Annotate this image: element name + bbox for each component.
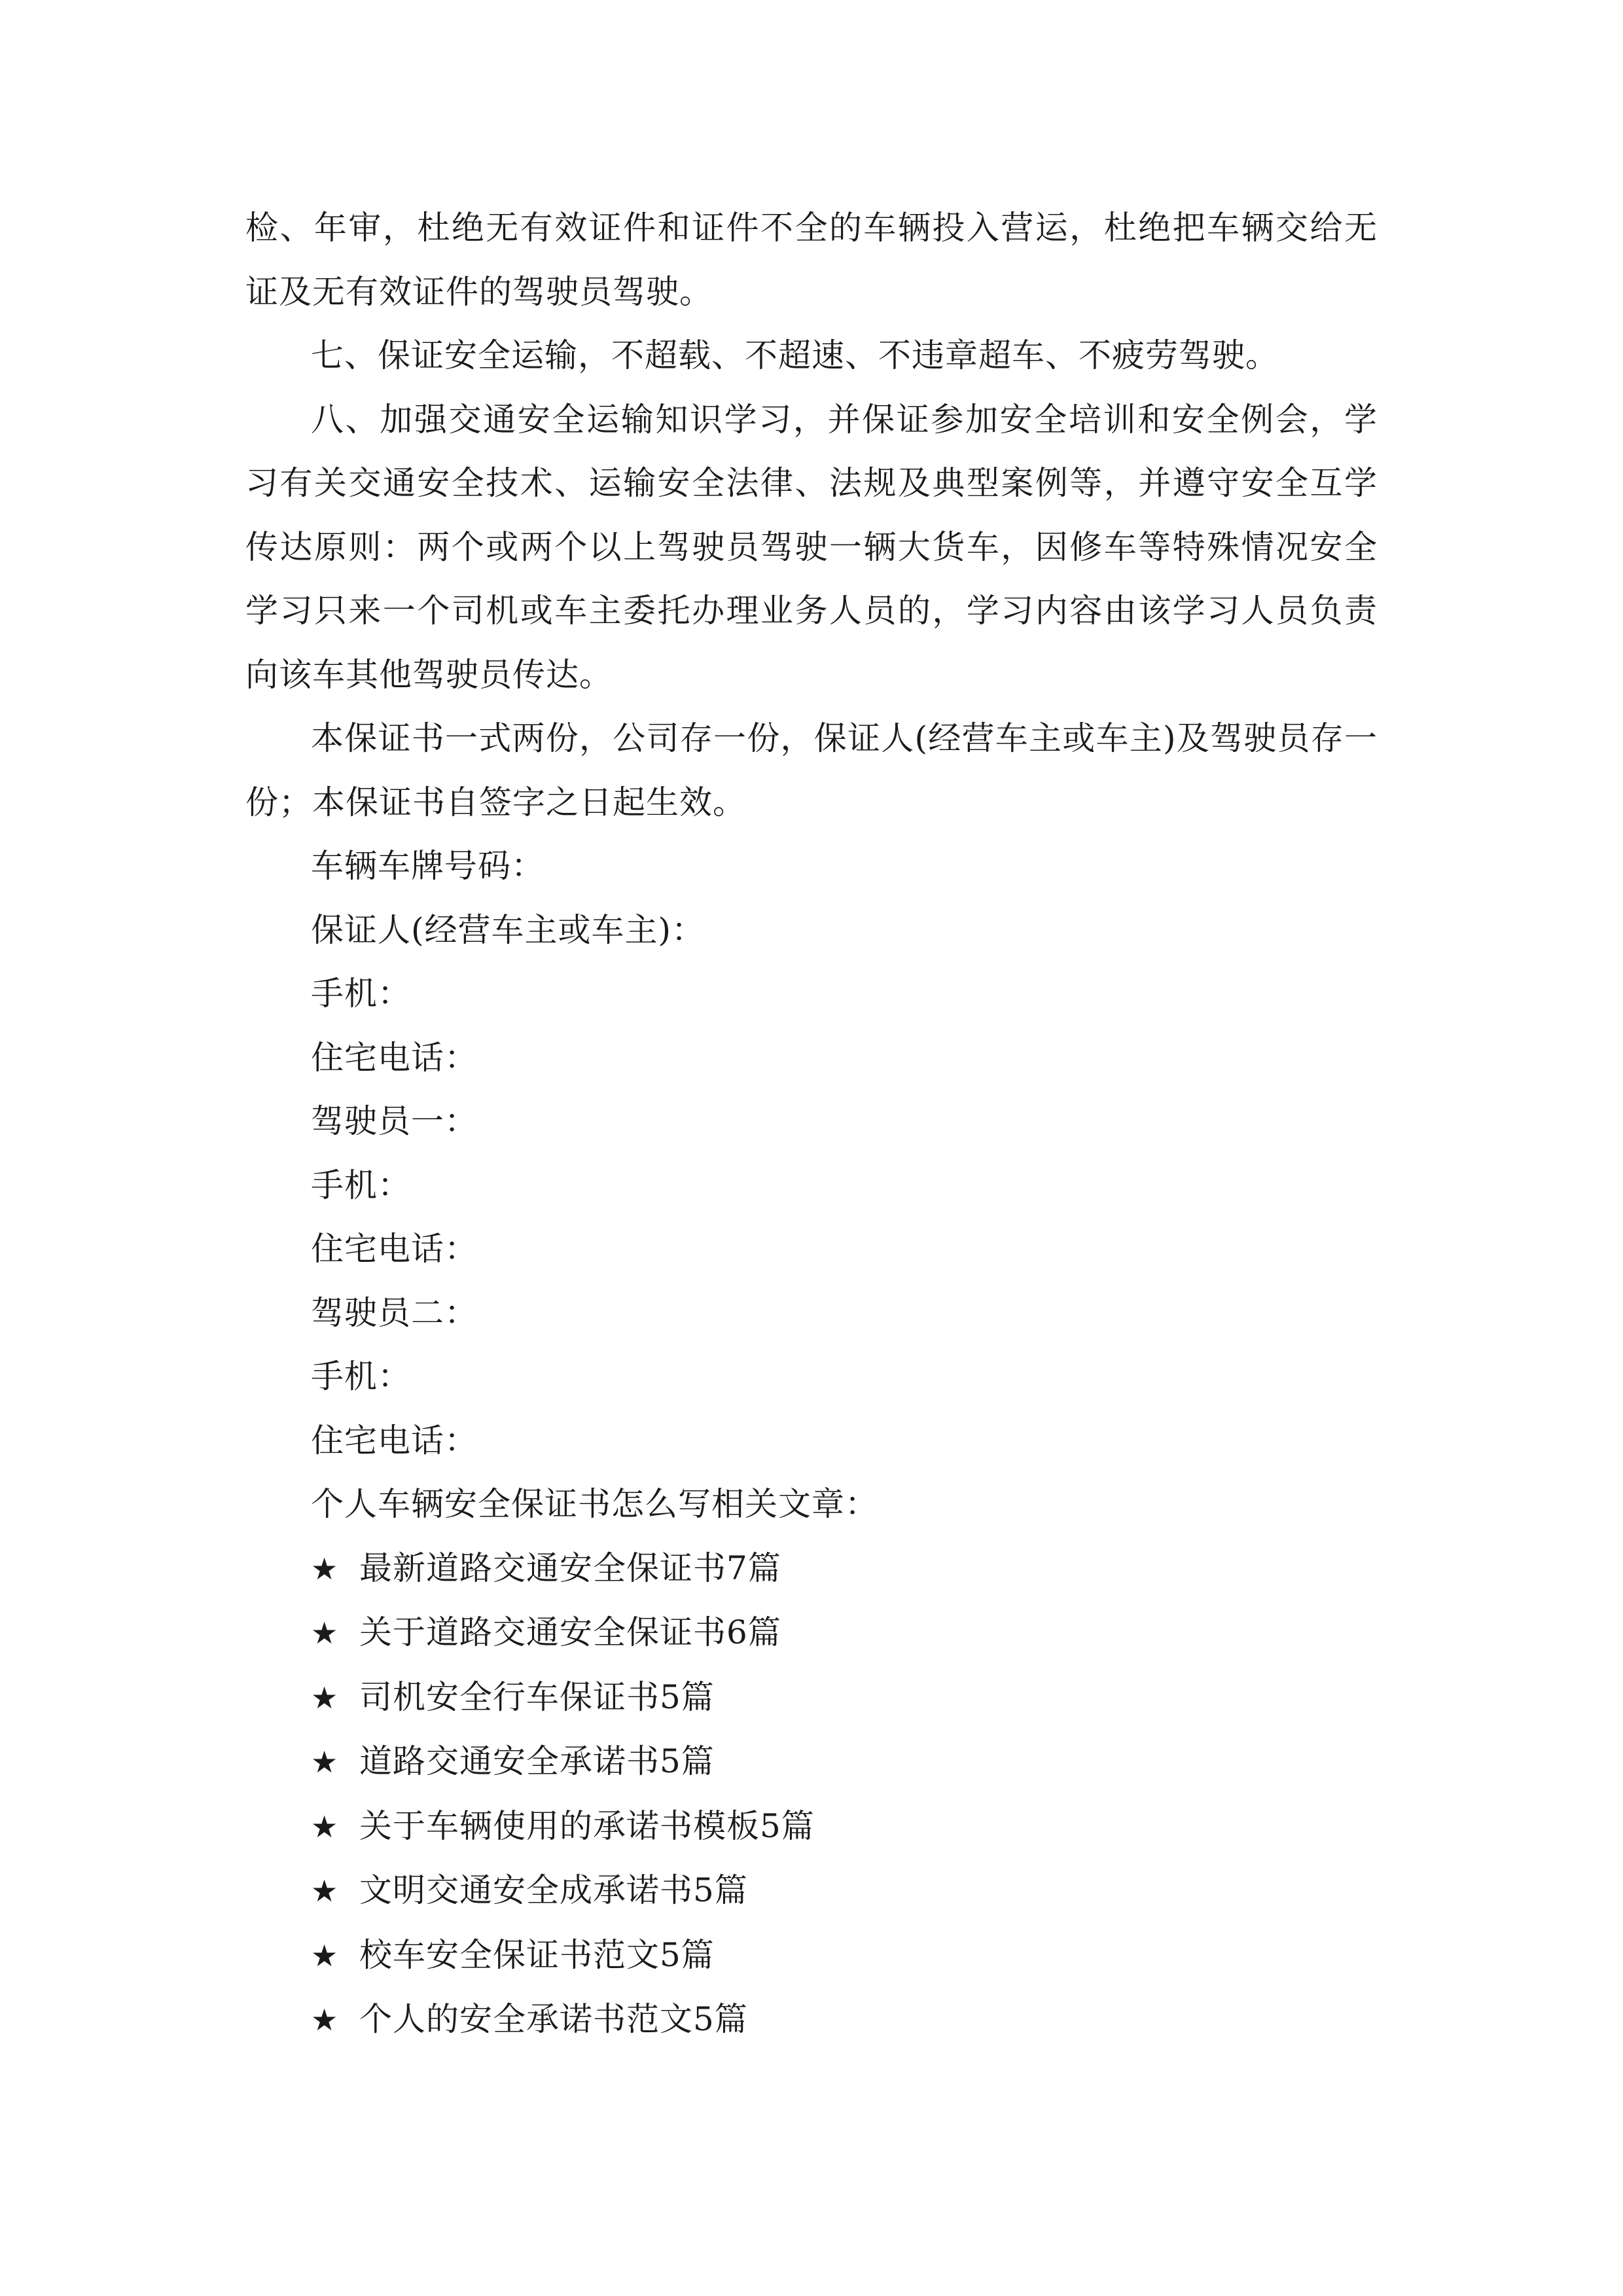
related-articles-list: [245, 1537, 1378, 2053]
related-article-title: 关于车辆使用的承诺书模板5篇: [359, 1806, 815, 1845]
related-article-title: 道路交通安全承诺书5篇: [359, 1742, 715, 1780]
star-icon: ★: [311, 1551, 339, 1587]
paragraph-clause-eight: 八、加强交通安全运输知识学习，并保证参加安全培训和安全例会，学习有关交通安全技术、运输安全法律、法规及典型案例等，并遵守安全互学传达原则：两个或两个以上驾驶员驾驶一辆大货车，因修车等特殊情况安全学习只来一个司机或车主委托办理业务人员的，学习内容由该学习人员负责向该车其他驾驶员传达。: [245, 400, 1378, 694]
related-article-item[interactable]: [311, 1924, 1378, 1988]
related-article-title: 司机安全行车保证书5篇: [359, 1677, 715, 1716]
field-guarantor-home-phone: 住宅电话：: [311, 1038, 478, 1077]
star-icon: ★: [311, 1679, 339, 1715]
star-icon: ★: [311, 1615, 339, 1651]
field-driver-one-mobile: 手机：: [311, 1166, 411, 1204]
related-article-item[interactable]: [311, 1601, 1378, 1666]
star-icon: ★: [311, 1873, 339, 1909]
star-icon: ★: [311, 2002, 339, 2037]
field-driver-two-home-phone: 住宅电话：: [311, 1421, 478, 1460]
paragraph-validity: 本保证书一式两份，公司存一份，保证人(经营车主或车主)及驾驶员存一份；本保证书自签字之日起生效。: [245, 719, 1378, 821]
related-article-item[interactable]: [311, 1988, 1378, 2053]
related-article-title: 校车安全保证书范文5篇: [359, 1935, 715, 1974]
signature-fields: [245, 834, 1378, 1473]
related-article-title: 文明交通安全成承诺书5篇: [359, 1871, 748, 1909]
field-driver-two: 驾驶员二：: [311, 1293, 478, 1332]
field-guarantor-mobile: 手机：: [311, 975, 411, 1013]
star-icon: ★: [311, 1937, 339, 1973]
related-article-item[interactable]: [311, 1859, 1378, 1924]
related-article-title: 关于道路交通安全保证书6篇: [359, 1613, 781, 1651]
star-icon: ★: [311, 1808, 339, 1844]
field-guarantor: 保证人(经营车主或车主)：: [311, 910, 705, 949]
related-article-item[interactable]: [311, 1795, 1378, 1859]
paragraph-continuation: 检、年审，杜绝无有效证件和证件不全的车辆投入营运，杜绝把车辆交给无证及无有效证件的驾驶员驾驶。: [245, 209, 1378, 311]
star-icon: ★: [311, 1744, 339, 1780]
related-article-title: 最新道路交通安全保证书7篇: [359, 1549, 781, 1587]
related-article-title: 个人的安全承诺书范文5篇: [359, 2000, 748, 2038]
field-driver-one: 驾驶员一：: [311, 1102, 478, 1140]
related-article-item[interactable]: [311, 1666, 1378, 1731]
related-article-item[interactable]: [311, 1730, 1378, 1795]
field-driver-one-home-phone: 住宅电话：: [311, 1230, 478, 1268]
field-driver-two-mobile: 手机：: [311, 1357, 411, 1395]
field-plate-number: 车辆车牌号码：: [311, 847, 544, 885]
document-body: [245, 196, 1378, 2053]
related-article-item[interactable]: [311, 1537, 1378, 1602]
related-articles-title: 个人车辆安全保证书怎么写相关文章：: [311, 1485, 878, 1523]
paragraph-clause-seven: 七、保证安全运输，不超载、不超速、不违章超车、不疲劳驾驶。: [311, 336, 1279, 374]
